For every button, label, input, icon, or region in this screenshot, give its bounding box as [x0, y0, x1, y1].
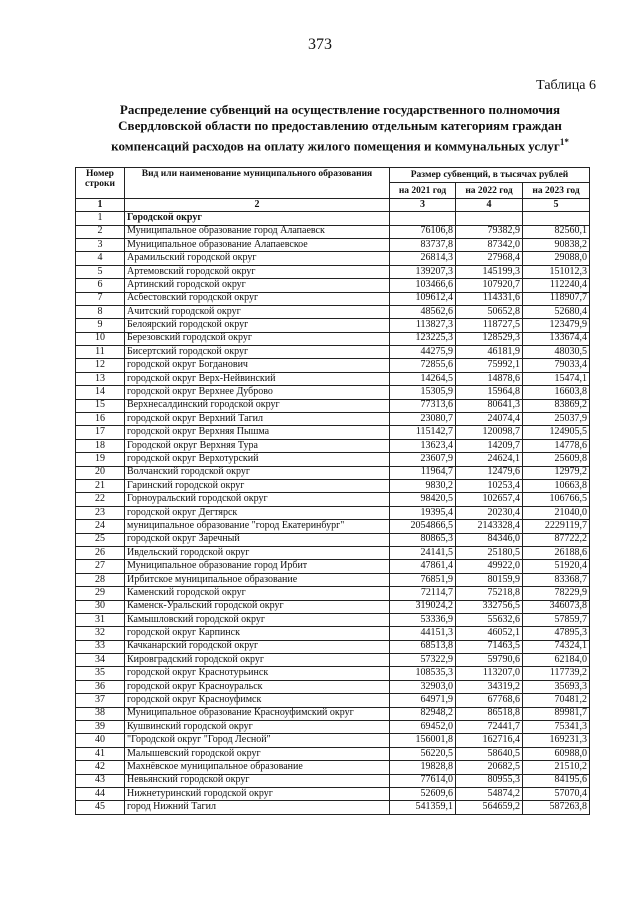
table-row [76, 654, 590, 667]
amount-2023: 51920,4 [523, 560, 590, 573]
amount-2023: 89981,7 [523, 707, 590, 720]
table-row [76, 694, 590, 707]
table-row [76, 560, 590, 573]
municipality-name: Малышевский городской округ [125, 747, 390, 760]
municipality-name: Березовский городской округ [125, 332, 390, 345]
table-row [76, 426, 590, 439]
amount-2022: 46181,9 [456, 346, 523, 359]
amount-2021: 14264,5 [390, 372, 456, 385]
amount-2022: 24074,4 [456, 413, 523, 426]
municipality-name: Ивдельский городской округ [125, 546, 390, 559]
table-row [76, 774, 590, 787]
row-number: 23 [76, 506, 125, 519]
municipality-name: городской округ Карпинск [125, 627, 390, 640]
amount-2023: 16603,8 [523, 386, 590, 399]
amount-2021: 53336,9 [390, 613, 456, 626]
amount-2022: 145199,3 [456, 265, 523, 278]
amount-2023: 117739,2 [523, 667, 590, 680]
header-row-number: Номер строки [76, 168, 125, 199]
table-row [76, 265, 590, 278]
table-row [76, 587, 590, 600]
amount-2021: 82948,2 [390, 707, 456, 720]
row-number: 28 [76, 573, 125, 586]
amount-2021: 26814,3 [390, 252, 456, 265]
amount-2022: 113207,0 [456, 667, 523, 680]
municipality-name: городской округ Верхний Тагил [125, 413, 390, 426]
table-row [76, 359, 590, 372]
municipality-name: Белоярский городской округ [125, 319, 390, 332]
row-number: 6 [76, 279, 125, 292]
amount-2023: 14778,6 [523, 439, 590, 452]
municipality-name: Верхнесалдинский городской округ [125, 399, 390, 412]
amount-2022: 80159,9 [456, 573, 523, 586]
amount-2022: 20682,5 [456, 761, 523, 774]
row-number: 4 [76, 252, 125, 265]
municipality-name: городской округ Красноуральск [125, 680, 390, 693]
amount-2021: 541359,1 [390, 801, 456, 814]
table-row [76, 627, 590, 640]
municipality-name: Муниципальное образование Красноуфимский округ [125, 707, 390, 720]
amount-2021: 76851,9 [390, 573, 456, 586]
amount-2022: 2143328,4 [456, 520, 523, 533]
amount-2022 [456, 212, 523, 225]
municipality-name: муниципальное образование "город Екатеринбург" [125, 520, 390, 533]
column-index: 1 [76, 198, 125, 211]
amount-2023: 47895,3 [523, 627, 590, 640]
amount-2022: 27968,4 [456, 252, 523, 265]
municipality-name: "Городской округ "Город Лесной" [125, 734, 390, 747]
amount-2023: 78229,9 [523, 587, 590, 600]
table-row [76, 747, 590, 760]
header-year-2023: на 2023 год [523, 183, 590, 198]
column-index: 5 [523, 198, 590, 211]
municipality-name: городской округ Верхнее Дуброво [125, 386, 390, 399]
amount-2022: 102657,4 [456, 493, 523, 506]
table-row [76, 386, 590, 399]
municipality-name: Артемовский городской округ [125, 265, 390, 278]
row-number: 31 [76, 613, 125, 626]
table-body [76, 198, 590, 814]
document-title [100, 102, 580, 154]
row-number: 44 [76, 787, 125, 800]
row-number: 24 [76, 520, 125, 533]
row-number: 19 [76, 453, 125, 466]
municipality-name: Каменский городской округ [125, 587, 390, 600]
amount-2023: 106766,5 [523, 493, 590, 506]
amount-2022: 15964,8 [456, 386, 523, 399]
amount-2021: 11964,7 [390, 466, 456, 479]
amount-2022: 86518,8 [456, 707, 523, 720]
row-number: 25 [76, 533, 125, 546]
municipality-name: Волчанский городской округ [125, 466, 390, 479]
table-row [76, 533, 590, 546]
table-row [76, 801, 590, 814]
header-municipality: Вид или наименование муниципального образования [125, 168, 390, 199]
row-number: 18 [76, 439, 125, 452]
subvention-table [75, 167, 590, 815]
amount-2022: 79382,9 [456, 225, 523, 238]
municipality-name: Камышловский городской округ [125, 613, 390, 626]
row-number: 41 [76, 747, 125, 760]
column-index: 4 [456, 198, 523, 211]
table-row [76, 479, 590, 492]
table-row [76, 506, 590, 519]
amount-2022: 46052,1 [456, 627, 523, 640]
row-number: 21 [76, 479, 125, 492]
row-number: 32 [76, 627, 125, 640]
row-number: 14 [76, 386, 125, 399]
row-number: 36 [76, 680, 125, 693]
amount-2021: 156001,8 [390, 734, 456, 747]
amount-2023: 70481,2 [523, 694, 590, 707]
amount-2023: 124905,5 [523, 426, 590, 439]
amount-2022: 72441,7 [456, 721, 523, 734]
amount-2021: 69452,0 [390, 721, 456, 734]
municipality-name: Асбестовский городской округ [125, 292, 390, 305]
amount-2021: 319024,2 [390, 600, 456, 613]
amount-2023: 74324,1 [523, 640, 590, 653]
row-number: 9 [76, 319, 125, 332]
amount-2022: 55632,6 [456, 613, 523, 626]
amount-2021: 23607,9 [390, 453, 456, 466]
amount-2022: 114331,6 [456, 292, 523, 305]
amount-2023: 169231,3 [523, 734, 590, 747]
table-row [76, 466, 590, 479]
amount-2023: 87722,2 [523, 533, 590, 546]
amount-2021: 48562,6 [390, 305, 456, 318]
amount-2022: 20230,4 [456, 506, 523, 519]
amount-2023: 133674,4 [523, 332, 590, 345]
amount-2022: 118727,5 [456, 319, 523, 332]
amount-2023: 346073,8 [523, 600, 590, 613]
column-index: 3 [390, 198, 456, 211]
amount-2021: 113827,3 [390, 319, 456, 332]
amount-2021: 83737,8 [390, 238, 456, 251]
table-row [76, 734, 590, 747]
table-row [76, 238, 590, 251]
row-number: 15 [76, 399, 125, 412]
amount-2021: 72114,7 [390, 587, 456, 600]
row-number: 2 [76, 225, 125, 238]
municipality-name: городской округ Верх-Нейвинский [125, 372, 390, 385]
table-row [76, 252, 590, 265]
amount-2022: 564659,2 [456, 801, 523, 814]
municipality-name: городской округ Богданович [125, 359, 390, 372]
amount-2021: 13623,4 [390, 439, 456, 452]
municipality-name: Невьянский городской округ [125, 774, 390, 787]
amount-2023: 587263,8 [523, 801, 590, 814]
amount-2022: 75218,8 [456, 587, 523, 600]
table-label: Таблица 6 [536, 78, 596, 93]
amount-2022: 80641,3 [456, 399, 523, 412]
title-line-2: Свердловской области по предоставлению отдельным категориям граждан [118, 118, 562, 133]
row-number: 11 [76, 346, 125, 359]
amount-2023: 10663,8 [523, 479, 590, 492]
row-number: 22 [76, 493, 125, 506]
amount-2023: 48030,5 [523, 346, 590, 359]
amount-2021: 19828,8 [390, 761, 456, 774]
amount-2021: 57322,9 [390, 654, 456, 667]
municipality-name: городской округ Верхотурский [125, 453, 390, 466]
row-number: 20 [76, 466, 125, 479]
row-number: 35 [76, 667, 125, 680]
row-number: 8 [76, 305, 125, 318]
amount-2021: 139207,3 [390, 265, 456, 278]
amount-2021: 52609,6 [390, 787, 456, 800]
amount-2021: 76106,8 [390, 225, 456, 238]
title-line-3-text: компенсаций расходов на оплату жилого помещения и коммунальных услуг [111, 138, 560, 154]
row-number: 37 [76, 694, 125, 707]
table-row [76, 573, 590, 586]
amount-2023: 29088,0 [523, 252, 590, 265]
row-number: 26 [76, 546, 125, 559]
header-row [76, 168, 590, 183]
municipality-name: городской округ Дегтярск [125, 506, 390, 519]
row-number: 16 [76, 413, 125, 426]
amount-2021 [390, 212, 456, 225]
amount-2021: 19395,4 [390, 506, 456, 519]
header-year-2022: на 2022 год [456, 183, 523, 198]
amount-2022: 67768,6 [456, 694, 523, 707]
table-row [76, 787, 590, 800]
amount-2022: 24624,1 [456, 453, 523, 466]
amount-2022: 332756,5 [456, 600, 523, 613]
amount-2022: 54874,2 [456, 787, 523, 800]
amount-2022: 107920,7 [456, 279, 523, 292]
row-number: 30 [76, 600, 125, 613]
amount-2022: 59790,6 [456, 654, 523, 667]
amount-2021: 68513,8 [390, 640, 456, 653]
table-row [76, 600, 590, 613]
municipality-name: Каменск-Уральский городской округ [125, 600, 390, 613]
row-number: 13 [76, 372, 125, 385]
row-number: 12 [76, 359, 125, 372]
municipality-name: Махнёвское муниципальное образование [125, 761, 390, 774]
table-row [76, 453, 590, 466]
amount-2021: 80865,3 [390, 533, 456, 546]
municipality-name: Нижнетуринский городской округ [125, 787, 390, 800]
table-row [76, 761, 590, 774]
amount-2023: 26188,6 [523, 546, 590, 559]
amount-2023: 118907,7 [523, 292, 590, 305]
table-row [76, 640, 590, 653]
amount-2023: 15474,1 [523, 372, 590, 385]
amount-2022: 14878,6 [456, 372, 523, 385]
amount-2023: 35693,3 [523, 680, 590, 693]
amount-2021: 77313,6 [390, 399, 456, 412]
municipality-name: Бисертский городской округ [125, 346, 390, 359]
table-row [76, 332, 590, 345]
table-row [76, 319, 590, 332]
amount-2022: 14209,7 [456, 439, 523, 452]
municipality-name: Горноуральский городской округ [125, 493, 390, 506]
amount-2021: 64971,9 [390, 694, 456, 707]
title-line-1: Распределение субвенций на осуществление государственного полномочия [119, 102, 561, 117]
amount-2023: 57070,4 [523, 787, 590, 800]
municipality-name: Муниципальное образование город Ирбит [125, 560, 390, 573]
table-row [76, 305, 590, 318]
row-number: 1 [76, 212, 125, 225]
row-number: 34 [76, 654, 125, 667]
title-line-3 [100, 134, 580, 154]
municipality-name: Качканарский городской округ [125, 640, 390, 653]
municipality-name: Городской округ [125, 212, 390, 225]
amount-2021: 44151,3 [390, 627, 456, 640]
amount-2023: 82560,1 [523, 225, 590, 238]
table-row [76, 212, 590, 225]
table-row [76, 613, 590, 626]
municipality-name: Арамильский городской округ [125, 252, 390, 265]
table-row [76, 707, 590, 720]
row-number: 5 [76, 265, 125, 278]
amount-2023: 112240,4 [523, 279, 590, 292]
amount-2022: 25180,5 [456, 546, 523, 559]
amount-2023: 25609,8 [523, 453, 590, 466]
amount-2023: 75341,3 [523, 721, 590, 734]
table-row [76, 493, 590, 506]
amount-2023: 21040,0 [523, 506, 590, 519]
amount-2023: 83869,2 [523, 399, 590, 412]
amount-2021: 47861,4 [390, 560, 456, 573]
municipality-name: Артинский городской округ [125, 279, 390, 292]
amount-2022: 80955,3 [456, 774, 523, 787]
row-number: 17 [76, 426, 125, 439]
amount-2021: 23080,7 [390, 413, 456, 426]
municipality-name: городской округ Краснотурьинск [125, 667, 390, 680]
amount-2021: 32903,0 [390, 680, 456, 693]
row-number: 10 [76, 332, 125, 345]
amount-2022: 49922,0 [456, 560, 523, 573]
amount-2023: 62184,0 [523, 654, 590, 667]
amount-2023: 25037,9 [523, 413, 590, 426]
table-row [76, 399, 590, 412]
amount-2023: 79033,4 [523, 359, 590, 372]
amount-2023: 12979,2 [523, 466, 590, 479]
amount-2021: 56220,5 [390, 747, 456, 760]
municipality-name: Кушвинский городской округ [125, 721, 390, 734]
table-row [76, 667, 590, 680]
amount-2023: 84195,6 [523, 774, 590, 787]
amount-2021: 15305,9 [390, 386, 456, 399]
amount-2021: 123225,3 [390, 332, 456, 345]
table-row [76, 225, 590, 238]
amount-2023: 60988,0 [523, 747, 590, 760]
amount-2022: 162716,4 [456, 734, 523, 747]
amount-2021: 9830,2 [390, 479, 456, 492]
municipality-name: городской округ Верхняя Пышма [125, 426, 390, 439]
amount-2023: 2229119,7 [523, 520, 590, 533]
header-year-2021: на 2021 год [390, 183, 456, 198]
row-number: 42 [76, 761, 125, 774]
row-number: 40 [76, 734, 125, 747]
row-number: 39 [76, 721, 125, 734]
amount-2023: 90838,2 [523, 238, 590, 251]
column-index-row [76, 198, 590, 211]
row-number: 29 [76, 587, 125, 600]
amount-2022: 12479,6 [456, 466, 523, 479]
amount-2023: 21510,2 [523, 761, 590, 774]
amount-2021: 72855,6 [390, 359, 456, 372]
amount-2021: 2054866,5 [390, 520, 456, 533]
municipality-name: Городской округ Верхняя Тура [125, 439, 390, 452]
amount-2021: 24141,5 [390, 546, 456, 559]
amount-2021: 44275,9 [390, 346, 456, 359]
amount-2022: 84346,0 [456, 533, 523, 546]
amount-2022: 128529,3 [456, 332, 523, 345]
amount-2023: 52680,4 [523, 305, 590, 318]
amount-2022: 34319,2 [456, 680, 523, 693]
amount-2021: 103466,6 [390, 279, 456, 292]
amount-2021: 108535,3 [390, 667, 456, 680]
row-number: 27 [76, 560, 125, 573]
table-row [76, 721, 590, 734]
amount-2022: 10253,4 [456, 479, 523, 492]
municipality-name: город Нижний Тагил [125, 801, 390, 814]
municipality-name: Ачитский городской округ [125, 305, 390, 318]
table-row [76, 680, 590, 693]
table-row [76, 292, 590, 305]
municipality-name: Кировградский городской округ [125, 654, 390, 667]
amount-2021: 115142,7 [390, 426, 456, 439]
row-number: 33 [76, 640, 125, 653]
amount-2022: 87342,0 [456, 238, 523, 251]
amount-2022: 71463,5 [456, 640, 523, 653]
amount-2023 [523, 212, 590, 225]
row-number: 3 [76, 238, 125, 251]
municipality-name: городской округ Красноуфимск [125, 694, 390, 707]
row-number: 38 [76, 707, 125, 720]
row-number: 45 [76, 801, 125, 814]
amount-2022: 75992,1 [456, 359, 523, 372]
amount-2021: 98420,5 [390, 493, 456, 506]
table-row [76, 546, 590, 559]
municipality-name: Муниципальное образование город Алапаевск [125, 225, 390, 238]
municipality-name: Гаринский городской округ [125, 479, 390, 492]
municipality-name: Ирбитское муниципальное образование [125, 573, 390, 586]
table-row [76, 520, 590, 533]
amount-2023: 83368,7 [523, 573, 590, 586]
footnote-mark: 1* [559, 137, 569, 147]
table-row [76, 439, 590, 452]
amount-2021: 109612,4 [390, 292, 456, 305]
amount-2023: 123479,9 [523, 319, 590, 332]
municipality-name: Муниципальное образование Алапаевское [125, 238, 390, 251]
amount-2022: 120098,7 [456, 426, 523, 439]
amount-2023: 151012,3 [523, 265, 590, 278]
municipality-name: городской округ Заречный [125, 533, 390, 546]
amount-2022: 50652,8 [456, 305, 523, 318]
amount-2022: 58640,5 [456, 747, 523, 760]
table-row [76, 413, 590, 426]
amount-2021: 77614,0 [390, 774, 456, 787]
table-row [76, 346, 590, 359]
table-row [76, 279, 590, 292]
table-row [76, 372, 590, 385]
row-number: 7 [76, 292, 125, 305]
page-number: 373 [308, 36, 332, 53]
row-number: 43 [76, 774, 125, 787]
amount-2023: 57859,7 [523, 613, 590, 626]
column-index: 2 [125, 198, 390, 211]
header-amount: Размер субвенций, в тысячах рублей [390, 168, 590, 183]
